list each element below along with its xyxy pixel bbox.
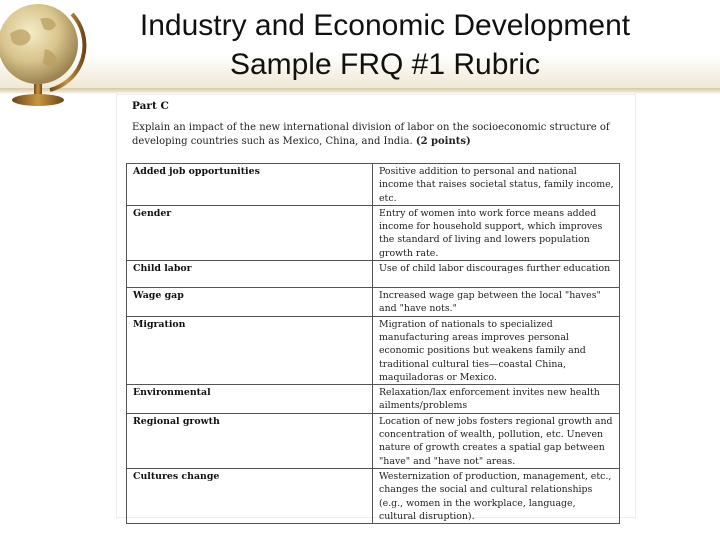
table-row [127, 205, 620, 260]
term-cell: Environmental [127, 385, 373, 414]
rubric-document [116, 94, 636, 522]
question-prompt [132, 121, 627, 149]
description-cell: Migration of nationals to specialized manufacturing areas improves personal economic positions but weakens family and traditional cultural ties—coastal China, maquiladoras or Mexico. [373, 316, 620, 384]
globe-icon [0, 0, 100, 114]
description-cell: Location of new jobs fosters regional growth and concentration of wealth, pollution, etc. Uneven nature of growth creates a spatial gap between "have" and "have not" areas. [373, 413, 620, 468]
description-cell: Use of child labor discourages further education [373, 261, 620, 288]
term-cell: Wage gap [127, 288, 373, 317]
rubric-table [126, 163, 620, 524]
description-cell: Relaxation/lax enforcement invites new health ailments/problems [373, 385, 620, 414]
table-row [127, 385, 620, 414]
table-row [127, 413, 620, 468]
term-cell: Gender [127, 205, 373, 260]
term-cell: Child labor [127, 261, 373, 288]
part-label: Part C [132, 100, 169, 112]
description-cell: Entry of women into work force means added income for household support, which improves the standard of living and lowers population growth rate. [373, 205, 620, 260]
slide-title-line2: Sample FRQ #1 Rubric [229, 48, 541, 81]
table-row [127, 261, 620, 288]
term-cell: Regional growth [127, 413, 373, 468]
prompt-text: Explain an impact of the new international division of labor on the socioeconomic structure of developing countries such as Mexico, China, and India. [132, 122, 610, 147]
table-row [127, 316, 620, 384]
term-cell: Migration [127, 316, 373, 384]
slide-title-line1: Industry and Economic Development [139, 9, 631, 42]
table-row [127, 164, 620, 206]
table-row [127, 288, 620, 317]
description-cell: Westernization of production, management, etc., changes the social and cultural relationships (e.g., women in the workplace, language, cultural disruption). [373, 468, 620, 523]
term-cell: Added job opportunities [127, 164, 373, 206]
table-row [127, 468, 620, 523]
description-cell: Increased wage gap between the local "haves" and "have nots." [373, 288, 620, 317]
description-cell: Positive addition to personal and national income that raises societal status, family income, etc. [373, 164, 620, 206]
term-cell: Cultures change [127, 468, 373, 523]
points-label: (2 points) [415, 136, 471, 147]
